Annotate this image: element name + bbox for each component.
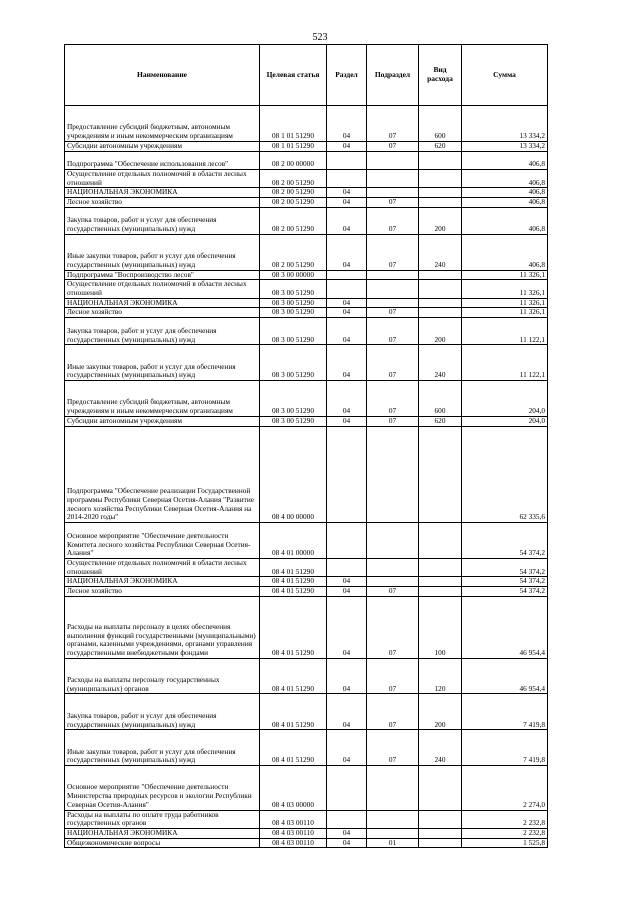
table-row [65,188,548,198]
row-expense-type-cell: 240 [419,345,462,381]
row-expense-type-cell: 200 [419,207,462,234]
row-expense-type-cell [419,151,462,169]
row-section-cell [327,766,367,811]
row-subsection-cell: 07 [367,730,419,766]
row-section-cell: 04 [327,198,367,208]
table-row [65,838,548,848]
table-row [65,234,548,270]
row-article-cell: 08 2 00 00000 [260,151,327,169]
row-name-cell: Лесное хозяйство [65,198,260,208]
row-amount-cell: 406,8 [462,151,548,169]
row-expense-type-cell [419,270,462,280]
row-subsection-cell [367,280,419,298]
row-subsection-cell [367,766,419,811]
row-section-cell: 04 [327,730,367,766]
row-name-cell: Осуществление отдельных полномочий в области лесных отношений [65,280,260,298]
row-article-cell: 08 1 01 51290 [260,141,327,151]
row-amount-cell: 62 335,6 [462,426,548,523]
table-row [65,694,548,730]
row-section-cell [327,270,367,280]
table-row [65,381,548,417]
row-section-cell: 04 [327,345,367,381]
table-row [65,730,548,766]
row-expense-type-cell: 120 [419,658,462,694]
row-amount-cell: 54 374,2 [462,523,548,559]
table-row [65,207,548,234]
table-row [65,308,548,318]
row-article-cell: 08 2 00 51290 [260,169,327,187]
table-row [65,169,548,187]
row-expense-type-cell [419,188,462,198]
row-section-cell: 04 [327,207,367,234]
row-name-cell: Осуществление отдельных полномочий в области лесных отношений [65,558,260,576]
row-section-cell: 04 [327,577,367,587]
row-expense-type-cell: 200 [419,694,462,730]
row-expense-type-cell [419,426,462,523]
row-name-cell: Расходы на выплаты персоналу в целях обеспечения выполнения функций государственными (муниципальными) органами, казенными учреждениями, органами управления государственными внебюджетными фондами [65,596,260,658]
row-expense-type-cell [419,169,462,187]
row-subsection-cell: 07 [367,308,419,318]
row-amount-cell: 11 122,1 [462,345,548,381]
row-subsection-cell [367,188,419,198]
row-subsection-cell: 07 [367,141,419,151]
row-article-cell: 08 4 01 00000 [260,523,327,559]
row-article-cell: 08 4 01 51290 [260,558,327,576]
table-row [65,658,548,694]
row-article-cell: 08 2 00 51290 [260,234,327,270]
header-article: Целевая статья [260,45,327,106]
header-subsection: Подраздел [367,45,419,106]
row-expense-type-cell [419,308,462,318]
row-name-cell: Подпрограмма "Обеспечение реализации Государственной программы Республики Северная Осетия-Алания "Развитие лесного хозяйства Республики Северная Осетия-Алания на 2014-2020 годы" [65,426,260,523]
row-name-cell: Закупка товаров, работ и услуг для обеспечения государственных (муниципальных) нужд [65,318,260,345]
row-article-cell: 08 1 01 51290 [260,106,327,142]
row-article-cell: 08 4 01 51290 [260,596,327,658]
row-article-cell: 08 4 03 00110 [260,828,327,838]
row-section-cell: 04 [327,838,367,848]
row-expense-type-cell: 240 [419,730,462,766]
row-section-cell [327,426,367,523]
row-name-cell: Субсидии автономным учреждениям [65,141,260,151]
row-amount-cell: 11 326,1 [462,270,548,280]
row-article-cell: 08 3 00 51290 [260,318,327,345]
table-row [65,280,548,298]
row-article-cell: 08 3 00 00000 [260,270,327,280]
table-row [65,198,548,208]
row-expense-type-cell [419,558,462,576]
row-name-cell: НАЦИОНАЛЬНАЯ ЭКОНОМИКА [65,298,260,308]
header-expense-type: Вид расхода [419,45,462,106]
row-subsection-cell [367,151,419,169]
row-amount-cell: 406,8 [462,198,548,208]
table-row [65,318,548,345]
row-name-cell: НАЦИОНАЛЬНАЯ ЭКОНОМИКА [65,188,260,198]
row-name-cell: Расходы на выплаты по оплате труда работников государственных органов [65,810,260,828]
row-amount-cell: 2 232,8 [462,828,548,838]
row-name-cell: Предоставление субсидий бюджетным, автономным учреждениям и иным некоммерческим организациям [65,381,260,417]
row-section-cell: 04 [327,416,367,426]
row-section-cell: 04 [327,318,367,345]
row-subsection-cell [367,169,419,187]
row-amount-cell: 2 274,0 [462,766,548,811]
row-amount-cell: 54 374,2 [462,577,548,587]
row-article-cell: 08 4 01 51290 [260,577,327,587]
row-section-cell: 04 [327,658,367,694]
row-section-cell [327,280,367,298]
row-expense-type-cell: 620 [419,141,462,151]
row-amount-cell: 11 122,1 [462,318,548,345]
header-name: Наименование [65,45,260,106]
row-article-cell: 08 4 01 51290 [260,730,327,766]
row-article-cell: 08 3 00 51290 [260,280,327,298]
row-subsection-cell: 07 [367,318,419,345]
row-expense-type-cell [419,810,462,828]
row-amount-cell: 13 334,2 [462,106,548,142]
row-amount-cell: 11 326,1 [462,298,548,308]
table-row [65,577,548,587]
row-section-cell: 04 [327,188,367,198]
row-amount-cell: 7 419,8 [462,694,548,730]
row-section-cell: 04 [327,381,367,417]
row-article-cell: 08 4 00 00000 [260,426,327,523]
row-expense-type-cell [419,766,462,811]
table-row [65,523,548,559]
row-section-cell: 04 [327,106,367,142]
row-section-cell: 04 [327,298,367,308]
row-name-cell: Иные закупки товаров, работ и услуг для обеспечения государственных (муниципальных) нужд [65,345,260,381]
row-name-cell: Основное мероприятие "Обеспечение деятельности Комитета лесного хозяйства Республики Северная Осетия-Алания" [65,523,260,559]
table-row [65,151,548,169]
row-subsection-cell [367,577,419,587]
row-section-cell [327,169,367,187]
row-expense-type-cell: 100 [419,596,462,658]
table-row [65,426,548,523]
row-article-cell: 08 3 00 51290 [260,345,327,381]
row-subsection-cell [367,558,419,576]
row-amount-cell: 46 954,4 [462,596,548,658]
table-row [65,587,548,597]
row-subsection-cell [367,298,419,308]
row-name-cell: Иные закупки товаров, работ и услуг для обеспечения государственных (муниципальных) нужд [65,730,260,766]
row-name-cell: Лесное хозяйство [65,587,260,597]
row-article-cell: 08 3 00 51290 [260,416,327,426]
row-amount-cell: 204,0 [462,381,548,417]
row-subsection-cell: 07 [367,596,419,658]
row-amount-cell: 13 334,2 [462,141,548,151]
row-name-cell: Закупка товаров, работ и услуг для обеспечения государственных (муниципальных) нужд [65,207,260,234]
row-expense-type-cell: 200 [419,318,462,345]
row-article-cell: 08 3 00 51290 [260,298,327,308]
row-article-cell: 08 4 03 00000 [260,766,327,811]
row-name-cell: Основное мероприятие "Обеспечение деятельности Министерства природных ресурсов и экологии Республики Северная Осетия-Алания" [65,766,260,811]
row-subsection-cell: 07 [367,207,419,234]
row-amount-cell: 7 419,8 [462,730,548,766]
table-row [65,416,548,426]
row-article-cell: 08 4 01 51290 [260,694,327,730]
row-amount-cell: 406,8 [462,207,548,234]
table-body [65,106,548,848]
row-name-cell: Субсидии автономным учреждениям [65,416,260,426]
row-expense-type-cell [419,198,462,208]
row-article-cell: 08 2 00 51290 [260,188,327,198]
row-expense-type-cell [419,838,462,848]
row-name-cell: Подпрограмма "Обеспечение использования лесов" [65,151,260,169]
row-subsection-cell: 07 [367,198,419,208]
row-amount-cell: 1 525,8 [462,838,548,848]
row-amount-cell: 406,8 [462,169,548,187]
row-subsection-cell: 07 [367,234,419,270]
table-row [65,270,548,280]
row-subsection-cell: 01 [367,838,419,848]
row-subsection-cell: 07 [367,658,419,694]
table-row [65,558,548,576]
row-expense-type-cell [419,587,462,597]
row-article-cell: 08 4 01 51290 [260,587,327,597]
row-amount-cell: 11 326,1 [462,308,548,318]
row-expense-type-cell [419,298,462,308]
row-amount-cell: 406,8 [462,188,548,198]
row-expense-type-cell: 600 [419,106,462,142]
row-subsection-cell [367,270,419,280]
row-name-cell: НАЦИОНАЛЬНАЯ ЭКОНОМИКА [65,577,260,587]
row-subsection-cell: 07 [367,694,419,730]
row-amount-cell: 204,0 [462,416,548,426]
row-section-cell [327,151,367,169]
row-subsection-cell [367,426,419,523]
row-section-cell [327,810,367,828]
row-name-cell: НАЦИОНАЛЬНАЯ ЭКОНОМИКА [65,828,260,838]
row-expense-type-cell [419,577,462,587]
row-amount-cell: 2 232,8 [462,810,548,828]
table-row [65,345,548,381]
row-amount-cell: 11 326,1 [462,280,548,298]
row-name-cell: Общеэкономические вопросы [65,838,260,848]
row-section-cell: 04 [327,596,367,658]
row-name-cell: Предоставление субсидий бюджетным, автономным учреждениям и иным некоммерческим организациям [65,106,260,142]
row-article-cell: 08 2 00 51290 [260,207,327,234]
row-amount-cell: 54 374,2 [462,587,548,597]
row-section-cell: 04 [327,694,367,730]
row-name-cell: Закупка товаров, работ и услуг для обеспечения государственных (муниципальных) нужд [65,694,260,730]
row-amount-cell: 46 954,4 [462,658,548,694]
table-row [65,810,548,828]
row-expense-type-cell: 620 [419,416,462,426]
row-amount-cell: 406,8 [462,234,548,270]
row-section-cell: 04 [327,308,367,318]
row-name-cell: Расходы на выплаты персоналу государственных (муниципальных) органов [65,658,260,694]
row-section-cell [327,558,367,576]
table-row [65,106,548,142]
row-subsection-cell: 07 [367,345,419,381]
row-article-cell: 08 3 00 51290 [260,381,327,417]
row-expense-type-cell [419,280,462,298]
row-section-cell: 04 [327,828,367,838]
header-section: Раздел [327,45,367,106]
row-article-cell: 08 4 03 00110 [260,838,327,848]
row-section-cell [327,523,367,559]
row-subsection-cell [367,523,419,559]
row-expense-type-cell: 600 [419,381,462,417]
row-subsection-cell: 07 [367,381,419,417]
row-subsection-cell: 07 [367,587,419,597]
row-article-cell: 08 3 00 51290 [260,308,327,318]
row-subsection-cell: 07 [367,416,419,426]
table-row [65,828,548,838]
row-section-cell: 04 [327,141,367,151]
row-subsection-cell [367,810,419,828]
row-section-cell: 04 [327,234,367,270]
row-name-cell: Подпрограмма "Воспроизводство лесов" [65,270,260,280]
row-expense-type-cell [419,828,462,838]
row-expense-type-cell [419,523,462,559]
table-row [65,298,548,308]
row-name-cell: Осуществление отдельных полномочий в области лесных отношений [65,169,260,187]
table-header-row [65,45,548,106]
row-article-cell: 08 4 03 00110 [260,810,327,828]
table-row [65,141,548,151]
row-name-cell: Иные закупки товаров, работ и услуг для обеспечения государственных (муниципальных) нужд [65,234,260,270]
row-section-cell: 04 [327,587,367,597]
row-article-cell: 08 2 00 51290 [260,198,327,208]
table-row [65,766,548,811]
header-amount: Сумма [462,45,548,106]
row-name-cell: Лесное хозяйство [65,308,260,318]
row-subsection-cell: 07 [367,106,419,142]
row-expense-type-cell: 240 [419,234,462,270]
row-amount-cell: 54 374,2 [462,558,548,576]
row-article-cell: 08 4 01 51290 [260,658,327,694]
page-number: 523 [312,32,328,43]
table-row [65,596,548,658]
row-subsection-cell [367,828,419,838]
budget-table [64,44,548,848]
